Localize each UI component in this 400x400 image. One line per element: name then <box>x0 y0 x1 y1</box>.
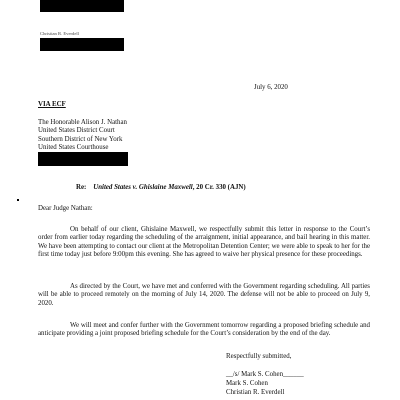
letterhead-name: Christian R. Everdell <box>40 31 79 36</box>
re-prefix: Re: <box>76 184 87 191</box>
salutation: Dear Judge Nathan: <box>38 205 93 212</box>
re-line <box>76 184 246 192</box>
case-number: , 20 Cr. 330 (AJN) <box>192 184 246 191</box>
addressee-block <box>38 119 127 153</box>
case-name: United States v. Ghislaine Maxwell <box>93 184 193 191</box>
redaction-letterhead-top <box>40 0 124 12</box>
redaction-address <box>38 152 128 166</box>
body-paragraph-1: On behalf of our client, Ghislaine Maxwell, we respectfully submit this letter in response to the Court’s order from earlier today regarding the scheduling of the arraignment, initial appearance, and bail hearing in this matter. We have been attempting to contact our client at the Metropolitan Detention Center; we were able to speak to her for the first time today just before 9:00pm this evening. She has agreed to waive her physical presence for these proceedings. <box>38 226 370 259</box>
signer-name: Christian R. Everdell <box>226 389 285 396</box>
redaction-letterhead-address <box>40 38 124 51</box>
signature-line: __/s/ Mark S. Cohen______ <box>226 371 304 378</box>
margin-mark <box>17 199 19 201</box>
closing: Respectfully submitted, <box>226 353 292 360</box>
addressee-line: Southern District of New York <box>38 135 123 143</box>
addressee-line: United States District Court <box>38 127 115 135</box>
addressee-line: The Honorable Alison J. Nathan <box>38 119 127 126</box>
delivery-method: VIA ECF <box>38 101 66 108</box>
signer-name: Mark S. Cohen <box>226 380 268 387</box>
letter-date: July 6, 2020 <box>254 84 288 91</box>
body-paragraph-2: As directed by the Court, we have met and conferred with the Government regarding scheduling. All parties will be able to proceed remotely on the morning of July 14, 2020. The defense will not be able to proceed on July 9, 2020. <box>38 283 370 307</box>
body-paragraph-3: We will meet and confer further with the Government tomorrow regarding a proposed briefing schedule and anticipate providing a joint proposed briefing schedule for the Court’s consideration by the end of the day. <box>38 322 370 338</box>
addressee-line: United States Courthouse <box>38 144 109 152</box>
